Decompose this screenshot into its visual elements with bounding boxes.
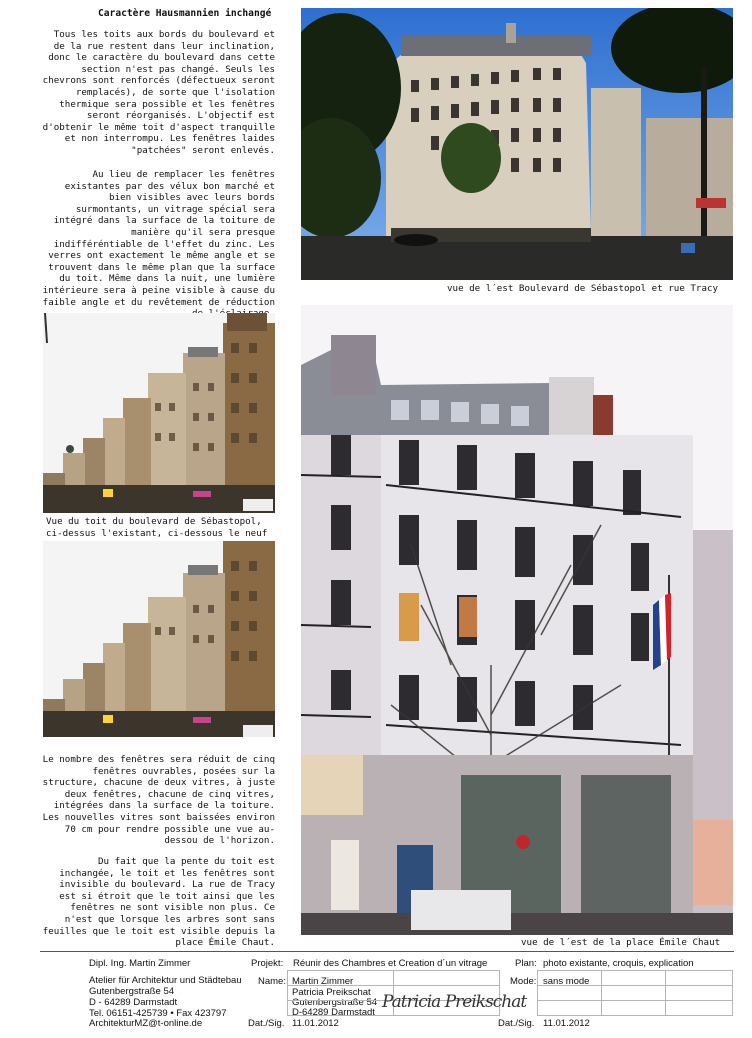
section-title: Caractère Hausmannien inchangé (98, 8, 272, 19)
caption-place-emile-chaut: vue de l´est de la place Émile Chaut (521, 937, 721, 948)
name-label: Name: (258, 976, 286, 987)
paragraph-4: Du fait que la pente du toit est inchangée, le toit et les fenêtres sont invisible du boulevard. La rue de Tracy est si étroit que le toit ainsi que les fenêtres ne sont visible non plus. Ce n'est que lorsque les arbres sont sans feuilles que le toit est visible depuis la place Émile Chaut. (42, 856, 275, 949)
datsig-label-right: Dat./Sig. (498, 1018, 535, 1029)
name-1: Martin Zimmer (292, 976, 354, 987)
titleblock-top-rule (40, 951, 734, 952)
office-phone: Tel. 06151-425739 • Fax 423797 (89, 1008, 227, 1019)
small-photo-new (43, 541, 275, 737)
office-street: Gutenbergstraße 54 (89, 986, 175, 997)
mode-label: Mode: (510, 976, 537, 987)
paragraph-2: Au lieu de remplacer les fenêtres existantes par des vélux bon marché et bien visibles avec leurs bords surmontants, un vitrage spécial sera intégré dans la surface de la toiture de manière qu'il sera presque indifféréntiable de l'effet du zinc. Les verres ont exactement le même angle et se trouvent dans le même plan que la surface du toit. Même dans la nuit, une lumière intérieure sera à peine visible à cause du faible angle et du revêtement de réduction (42, 169, 275, 308)
plan-value: photo existante, croquis, explication (543, 958, 694, 969)
projekt-value: Réunir des Chambres et Creation d´un vitrage (293, 958, 488, 969)
date-right: 11.01.2012 (543, 1018, 590, 1029)
name-street: Gutenbergstraße 54 (292, 997, 378, 1008)
office-email: ArchitekturMZ@t-online.de (89, 1018, 203, 1029)
handwritten-signature: Patricia Preikschat (382, 992, 527, 1012)
paragraph-1: Tous les toits aux bords du boulevard et de la rue restent dans leur inclination, donc le caractère du boulevard dans cette section n'est pas changé. Seuls les chevrons sont renforcés (défectueux seront remplacés), de sorte que l'isolation thermique sera possible et les fenêtres seront réorganisés. L'objectif est d'obtenir le même toit d'aspect tranquille et non interrompu. Les fenêtres laides "patchées" seront enlevés. (42, 29, 275, 156)
photo-place-emile-chaut (301, 305, 733, 935)
name-2: Patricia Preikschat (292, 987, 371, 998)
small-caption-line-2: ci-dessus l'existant, ci-dessous le neuf (46, 528, 268, 539)
date-left: 11.01.2012 (292, 1018, 339, 1029)
paragraph-3: Le nombre des fenêtres sera réduit de cinq fenêtres ouvrables, posées sur la structure, chacune de deux vitres, à juste deux fenêtres, chacune de cinq vitres, intégrées dans la surface de la toiture. Les nouvelles vitres sont baissées environ 70 cm pour rendre possible une vue au-dessou de l'horizon. (42, 754, 275, 847)
projekt-label: Projekt: (251, 958, 284, 969)
architect-name: Dipl. Ing. Martin Zimmer (89, 958, 191, 969)
office-name: Atelier für Architektur und Städtebau (89, 975, 242, 986)
datsig-label-left: Dat./Sig. (248, 1018, 285, 1029)
plan-label: Plan: (515, 958, 537, 969)
small-caption-line-1: Vue du toit du boulevard de Sébastopol, (46, 516, 262, 527)
name-city: D-64289 Darmstadt (292, 1007, 375, 1018)
small-photo-existing (43, 313, 275, 513)
mode-value: sans mode (543, 976, 590, 987)
caption-boulevard-sebastopol: vue de l´est Boulevard de Sébastopol et rue Tracy (447, 283, 719, 294)
photo-boulevard-sebastopol (301, 8, 733, 280)
office-city: D - 64289 Darmstadt (89, 997, 178, 1008)
